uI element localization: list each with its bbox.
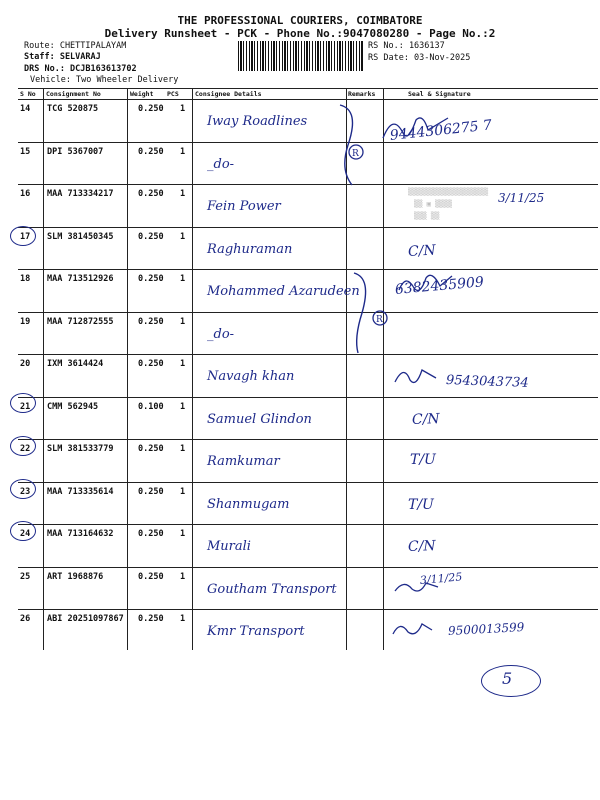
- cell-consignee: Goutham Transport: [207, 581, 337, 597]
- cell-weight: 0.250: [138, 571, 164, 582]
- signature: [396, 268, 456, 298]
- runsheet-subtitle: Delivery Runsheet - PCK - Phone No.:9047080280 - Page No.:2: [104, 27, 496, 40]
- cell-seal: C/N: [407, 242, 437, 260]
- route-label: Route: CHETTIPALAYAM: [24, 41, 127, 51]
- col-header-weight: Weight: [130, 90, 154, 98]
- cell-consignment: IXM 3614424: [47, 359, 104, 369]
- cell-pcs: 1: [180, 274, 186, 284]
- cell-seal: T/U: [408, 496, 434, 513]
- barcode: [238, 41, 364, 71]
- cell-consignee: _do-: [207, 156, 235, 172]
- cell-weight: 0.250: [138, 316, 164, 327]
- cell-weight: 0.250: [138, 614, 164, 624]
- cell-consignment: ART 1968876: [47, 571, 104, 582]
- cell-pcs: 1: [180, 359, 186, 369]
- col-header-sno: S No: [20, 90, 36, 98]
- circle-mark: [10, 226, 36, 246]
- table-header-border: [18, 99, 598, 100]
- staff-label: Staff: SELVARAJ: [24, 52, 101, 62]
- cell-pcs: 1: [180, 486, 186, 497]
- company-title: THE PROFESSIONAL COURIERS, COIMBATORE: [177, 14, 423, 27]
- cell-seal: 9543043734: [445, 373, 529, 391]
- stamp-mark: ▒▒▒▒▒▒▒▒▒▒▒▒▒▒▒▒▒▒▒ ▒▒ ▣ ▒▒▒▒ ▒▒▒ ▒▒: [408, 188, 489, 220]
- cell-seal: 3/11/25: [498, 191, 545, 205]
- cell-sno: 23: [20, 486, 31, 497]
- row-divider: [18, 567, 598, 568]
- page-mark: 5: [502, 669, 513, 688]
- cell-pcs: 1: [180, 316, 186, 327]
- cell-consignee: Navagh khan: [207, 369, 295, 384]
- cell-consignment: SLM 381533779: [47, 444, 114, 454]
- cell-seal: T/U: [410, 452, 436, 468]
- row-divider: [18, 439, 598, 440]
- cell-consignee: Fein Power: [207, 199, 281, 214]
- cell-pcs: 1: [180, 146, 186, 157]
- table-top-border: [18, 88, 598, 89]
- cell-sno: 14: [20, 104, 31, 114]
- cell-weight: 0.250: [138, 231, 164, 242]
- cell-weight: 0.250: [138, 444, 164, 454]
- cell-pcs: 1: [180, 444, 186, 454]
- svg-text:R: R: [352, 149, 359, 159]
- row-divider: [18, 312, 598, 313]
- cell-consignment: TCG 520875: [47, 104, 99, 114]
- rs-date: RS Date: 03-Nov-2025: [368, 53, 471, 63]
- cell-consignment: MAA 713164632: [47, 529, 114, 539]
- cell-pcs: 1: [180, 231, 186, 242]
- cell-pcs: 1: [180, 571, 186, 582]
- cell-seal: C/N: [407, 538, 436, 555]
- cell-consignee: Ramkumar: [207, 454, 280, 469]
- col-divider: [127, 88, 128, 650]
- cell-seal: 9500013599: [447, 620, 525, 638]
- cell-consignee: _do-: [207, 326, 235, 342]
- cell-weight: 0.250: [138, 104, 164, 114]
- signature: [392, 577, 442, 597]
- cell-sno: 15: [20, 146, 31, 157]
- row-divider: [18, 609, 598, 610]
- cell-sno: 26: [20, 614, 31, 624]
- cell-consignment: MAA 712872555: [47, 316, 114, 327]
- cell-pcs: 1: [180, 614, 186, 624]
- cell-consignment: ABI 20251097867: [47, 614, 124, 624]
- cell-weight: 0.250: [138, 189, 164, 199]
- cell-consignee: Raghuraman: [207, 241, 293, 257]
- col-header-seal: Seal & Signature: [408, 90, 471, 98]
- col-header-consignee: Consignee Details: [195, 90, 262, 98]
- vehicle-label: Vehicle: Two Wheeler Delivery: [30, 75, 179, 85]
- cell-seal: 9444306275 7: [389, 117, 493, 144]
- row-divider: [18, 524, 598, 525]
- cell-sno: 18: [20, 274, 31, 284]
- circle-mark: [10, 521, 36, 541]
- cell-consignee: Iway Roadlines: [207, 114, 308, 129]
- cell-seal: C/N: [411, 410, 440, 428]
- cell-sno: 24: [20, 529, 31, 539]
- cell-consignment: DPI 5367007: [47, 146, 104, 157]
- col-header-pcs: PCS: [167, 90, 179, 98]
- cell-pcs: 1: [180, 529, 186, 539]
- drs-number: DRS No.: DCJB163613702: [24, 64, 137, 74]
- circle-mark: [10, 393, 36, 413]
- cell-seal: 6382435909: [394, 274, 485, 298]
- row-divider: [18, 482, 598, 483]
- row-divider: [18, 354, 598, 355]
- cell-consignment: MAA 713334217: [47, 189, 114, 199]
- cell-sno: 20: [20, 359, 31, 369]
- cell-sno: 19: [20, 316, 31, 327]
- cell-consignment: MAA 713512926: [47, 274, 114, 284]
- cell-consignee: Mohammed Azarudeen: [207, 284, 360, 299]
- cell-pcs: 1: [180, 189, 186, 199]
- cell-weight: 0.250: [138, 274, 164, 284]
- cell-consignment: MAA 713335614: [47, 486, 114, 497]
- col-divider: [43, 88, 44, 650]
- cell-consignee: Murali: [207, 539, 251, 554]
- cell-sno: 25: [20, 571, 31, 582]
- cell-consignee: Shanmugam: [207, 496, 290, 512]
- rs-number: RS No.: 1636137: [368, 41, 445, 51]
- cell-consignee: Samuel Glindon: [207, 411, 312, 427]
- cell-weight: 0.250: [138, 359, 164, 369]
- circle-mark: [10, 479, 36, 499]
- svg-text:R: R: [376, 315, 383, 325]
- circle-mark: [10, 436, 36, 456]
- cell-sno: 22: [20, 444, 31, 454]
- row-divider: [18, 397, 598, 398]
- row-divider: [18, 142, 598, 143]
- col-header-consignment: Consignment No: [46, 90, 101, 98]
- cell-consignment: SLM 381450345: [47, 231, 114, 242]
- cell-sno: 16: [20, 189, 31, 199]
- cell-sno: 17: [20, 231, 31, 242]
- cell-seal: 3/11/25: [419, 569, 463, 587]
- signature: [392, 362, 442, 392]
- bracket-mark-2: [346, 268, 396, 358]
- cell-weight: 0.250: [138, 486, 164, 497]
- signature: [378, 108, 458, 148]
- signature: [390, 616, 436, 640]
- cell-consignment: CMM 562945: [47, 401, 99, 412]
- cell-pcs: 1: [180, 401, 186, 412]
- row-divider: [18, 227, 598, 228]
- row-divider: [18, 184, 598, 185]
- cell-weight: 0.250: [138, 146, 164, 157]
- cell-sno: 21: [20, 401, 31, 412]
- cell-pcs: 1: [180, 104, 186, 114]
- cell-weight: 0.100: [138, 401, 164, 412]
- cell-consignee: Kmr Transport: [207, 624, 305, 639]
- row-divider: [18, 269, 598, 270]
- col-divider: [192, 88, 193, 650]
- cell-weight: 0.250: [138, 529, 164, 539]
- col-header-remarks: Remarks: [348, 90, 376, 98]
